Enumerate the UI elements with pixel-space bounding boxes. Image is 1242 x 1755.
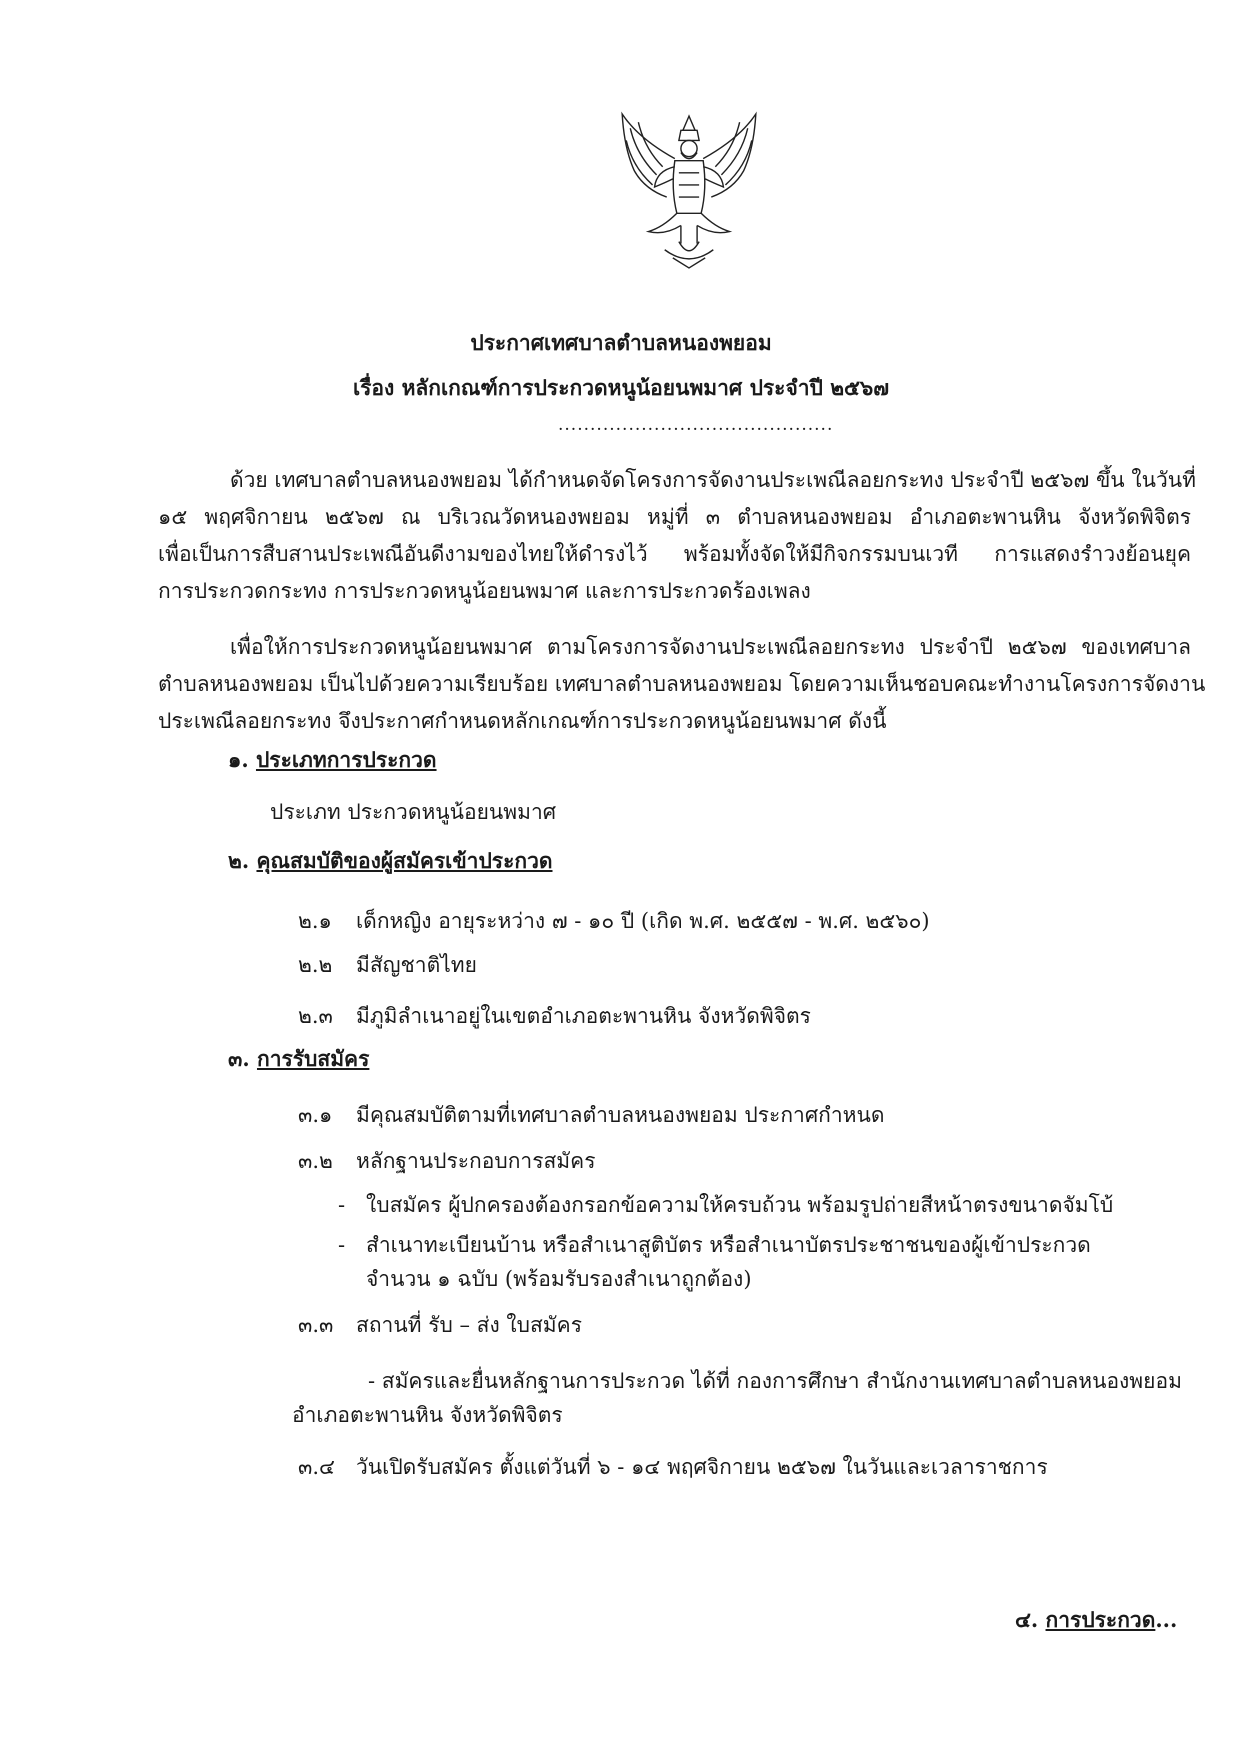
paragraph-2-line-3: ประเพณีลอยกระทง จึงประกาศกำหนดหลักเกณฑ์การประกวดหนูน้อยนพมาศ ดังนี้: [158, 709, 887, 733]
item-number: ๒.๒: [298, 953, 333, 977]
section-2-heading: [228, 846, 553, 876]
document-text: สำเนาทะเบียนบ้าน หรือสำเนาสูติบัตร หรือสำเนาบัตรประชาชนของผู้เข้าประกวด: [366, 1233, 1091, 1257]
section-1-title: ประเภทการประกวด: [255, 747, 437, 772]
announcement-title: ประกาศเทศบาลตำบลหนองพยอม: [470, 330, 772, 355]
paragraph-2-line-1: เพื่อให้การประกวดหนูน้อยนพมาศ ตามโครงการจัดงานประเพณีลอยกระทง ประจำปี ๒๕๖๗ ของเทศบาล: [230, 635, 1191, 659]
paragraph-2-line-2: ตำบลหนองพยอม เป็นไปด้วยความเรียบร้อย เทศบาลตำบลหนองพยอม โดยความเห็นชอบคณะทำงานโครงการจัดงาน: [158, 672, 1206, 696]
item-text: มีคุณสมบัติตามที่เทศบาลตำบลหนองพยอม ประกาศกำหนด: [356, 1103, 885, 1127]
paragraph-1-line-4: การประกวดกระทง การประกวดหนูน้อยนพมาศ และการประกวดร้องเพลง: [158, 579, 811, 603]
section-3-number: ๓.: [228, 1046, 250, 1071]
section-1-body: ประเภท ประกวดหนูน้อยนพมาศ: [270, 800, 557, 824]
list-item: [298, 906, 930, 936]
list-item: [298, 1001, 811, 1031]
announcement-subject: เรื่อง หลักเกณฑ์การประกวดหนูน้อยนพมาศ ประจำปี ๒๕๖๗: [352, 375, 890, 400]
item-number: ๒.๑: [298, 909, 332, 933]
document-item: [338, 1190, 1113, 1220]
item-number: ๒.๓: [298, 1004, 333, 1028]
next-section-number: ๔.: [1015, 1607, 1039, 1632]
dash: -: [338, 1193, 346, 1217]
paragraph-1-line-2: ๑๕ พฤศจิกายน ๒๕๖๗ ณ บริเวณวัดหนองพยอม หมู่ที่ ๓ ตำบลหนองพยอม อำเภอตะพานหิน จังหวัดพิจิตร: [158, 505, 1191, 529]
item-number: ๓.๑: [298, 1103, 333, 1127]
item-text: สถานที่ รับ – ส่ง ใบสมัคร: [356, 1313, 582, 1337]
section-1-number: ๑.: [228, 747, 249, 772]
header-separator: ...........................................: [558, 415, 834, 435]
paragraph-1-line-3: เพื่อเป็นการสืบสานประเพณีอันดีงามของไทยให้ดำรงไว้ พร้อมทั้งจัดให้มีกิจกรรมบนเวที การแสดงรำวงย้อนยุค: [158, 542, 1191, 566]
list-item: [298, 950, 477, 980]
continued-next-page: [1015, 1605, 1177, 1635]
item-text: วันเปิดรับสมัคร ตั้งแต่วันที่ ๖ - ๑๔ พฤศจิกายน ๒๕๖๗ ในวันและเวลาราชการ: [356, 1455, 1048, 1479]
list-item: [298, 1452, 1048, 1482]
list-item: [298, 1146, 595, 1176]
document-text: ใบสมัคร ผู้ปกครองต้องกรอกข้อความให้ครบถ้วน พร้อมรูปถ่ายสีหน้าตรงขนาดจัมโบ้: [366, 1193, 1114, 1217]
continuation-ellipsis: ...: [1155, 1607, 1178, 1632]
next-section-title: การประกวด: [1045, 1607, 1156, 1632]
venue-line-1: - สมัครและยื่นหลักฐานการประกวด ได้ที่ กองการศึกษา สำนักงานเทศบาลตำบลหนองพยอม: [368, 1369, 1182, 1393]
dash: -: [338, 1233, 346, 1257]
section-2-title: คุณสมบัติของผู้สมัครเข้าประกวด: [256, 848, 553, 873]
section-3-heading: [228, 1044, 369, 1074]
section-3-title: การรับสมัคร: [256, 1046, 370, 1071]
item-text: หลักฐานประกอบการสมัคร: [356, 1149, 596, 1173]
list-item: [298, 1310, 582, 1340]
section-1-heading: [228, 745, 437, 775]
item-text: มีสัญชาติไทย: [356, 953, 477, 977]
paragraph-1-line-1: ด้วย เทศบาลตำบลหนองพยอม ได้กำหนดจัดโครงการจัดงานประเพณีลอยกระทง ประจำปี ๒๕๖๗ ขึ้น ในวันที่: [230, 468, 1196, 492]
item-number: ๓.๓: [298, 1313, 334, 1337]
item-text: มีภูมิลำเนาอยู่ในเขตอำเภอตะพานหิน จังหวัดพิจิตร: [356, 1004, 811, 1028]
document-item: [338, 1230, 1091, 1260]
item-number: ๓.๔: [298, 1455, 335, 1479]
item-number: ๓.๒: [298, 1149, 333, 1173]
item-text: เด็กหญิง อายุระหว่าง ๗ - ๑๐ ปี (เกิด พ.ศ. ๒๕๕๗ - พ.ศ. ๒๕๖๐): [356, 909, 930, 933]
document-item-continued: จำนวน ๑ ฉบับ (พร้อมรับรองสำเนาถูกต้อง): [366, 1267, 752, 1291]
garuda-emblem-icon: [608, 108, 770, 270]
list-item: [298, 1100, 885, 1130]
section-2-number: ๒.: [228, 848, 250, 873]
venue-line-2: อำเภอตะพานหิน จังหวัดพิจิตร: [292, 1403, 563, 1427]
